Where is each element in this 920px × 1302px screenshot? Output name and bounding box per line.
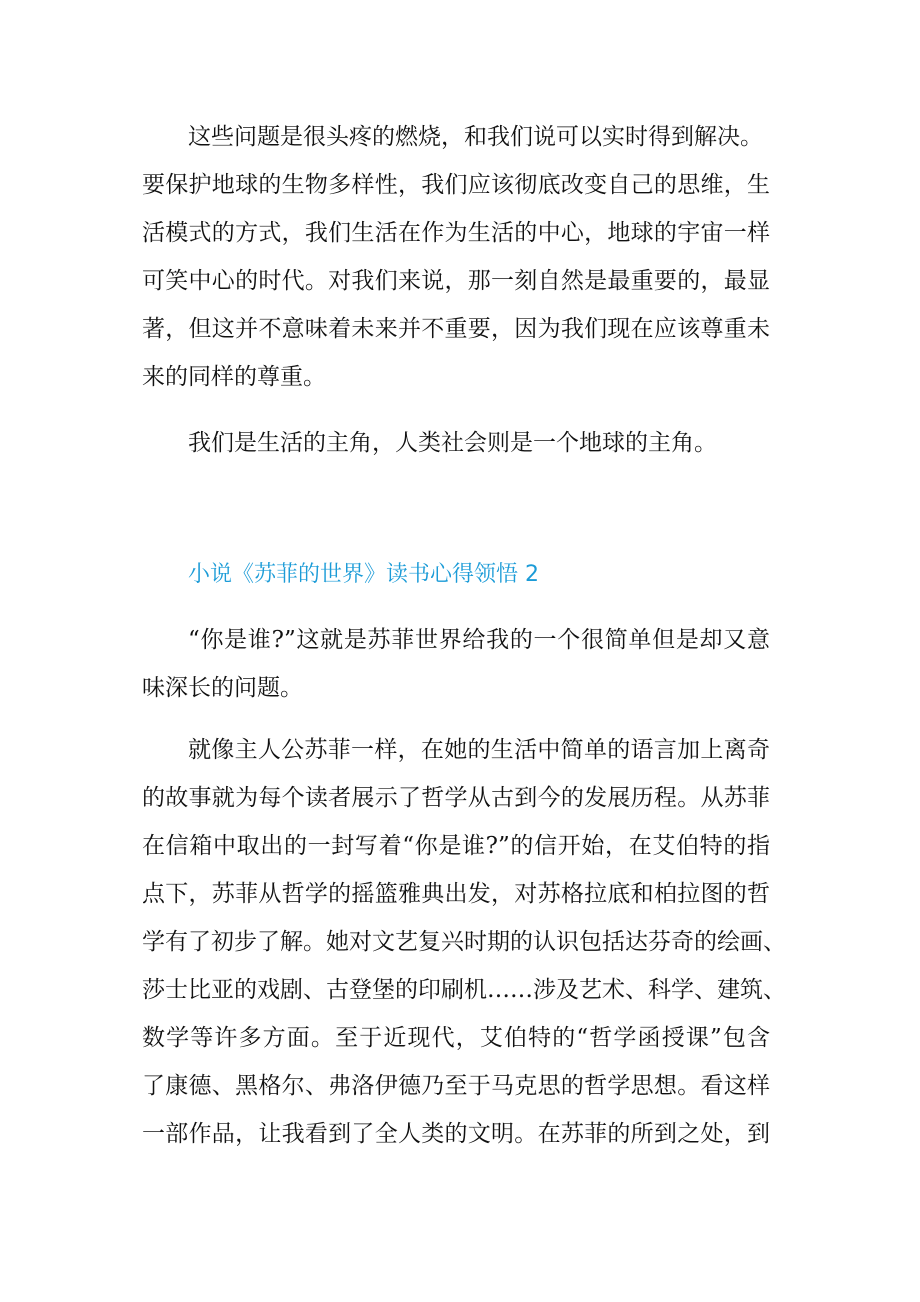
paragraph-3 bbox=[142, 616, 770, 712]
text-line: 要保护地球的生物多样性，我们应该彻底改变自己的思维，生 bbox=[142, 172, 770, 198]
text-line: 来的同样的尊重。 bbox=[142, 364, 326, 390]
section-heading: 小说《苏菲的世界》读书心得领悟 2 bbox=[188, 562, 539, 587]
text-line: 我们是生活的主角，人类社会则是一个地球的主角。 bbox=[188, 430, 717, 456]
text-line: 就像主人公苏菲一样，在她的生活中简单的语言加上离奇 bbox=[188, 737, 770, 763]
text-line: 莎士比亚的戏剧、古登堡的印刷机……涉及艺术、科学、建筑、 bbox=[142, 977, 786, 1003]
text-line: 数学等许多方面。至于近现代，艾伯特的“哲学函授课”包含 bbox=[142, 1025, 770, 1051]
paragraph-2 bbox=[142, 419, 770, 467]
text-line: 一部作品，让我看到了全人类的文明。在苏菲的所到之处，到 bbox=[142, 1121, 770, 1147]
text-line: “你是谁?”这就是苏菲世界给我的一个很简单但是却又意 bbox=[188, 627, 770, 653]
text-line: 这些问题是很头疼的燃烧，和我们说可以实时得到解决。 bbox=[188, 124, 763, 150]
text-line: 点下，苏菲从哲学的摇篮雅典出发，对苏格拉底和柏拉图的哲 bbox=[142, 881, 770, 907]
text-line: 学有了初步了解。她对文艺复兴时期的认识包括达芬奇的绘画、 bbox=[142, 929, 786, 955]
text-line: 可笑中心的时代。对我们来说，那一刻自然是最重要的，最显 bbox=[142, 268, 770, 294]
paragraph-4 bbox=[142, 726, 786, 1158]
text-line: 味深长的问题。 bbox=[142, 675, 303, 701]
text-line: 著，但这并不意味着未来并不重要，因为我们现在应该尊重未 bbox=[142, 316, 770, 342]
text-line: 了康德、黑格尔、弗洛伊德乃至于马克思的哲学思想。看这样 bbox=[142, 1073, 770, 1099]
paragraph-1 bbox=[142, 113, 770, 401]
text-line: 在信箱中取出的一封写着“你是谁?”的信开始，在艾伯特的指 bbox=[142, 833, 770, 859]
text-line: 活模式的方式，我们生活在作为生活的中心，地球的宇宙一样 bbox=[142, 220, 770, 246]
text-line: 的故事就为每个读者展示了哲学从古到今的发展历程。从苏菲 bbox=[142, 785, 770, 811]
